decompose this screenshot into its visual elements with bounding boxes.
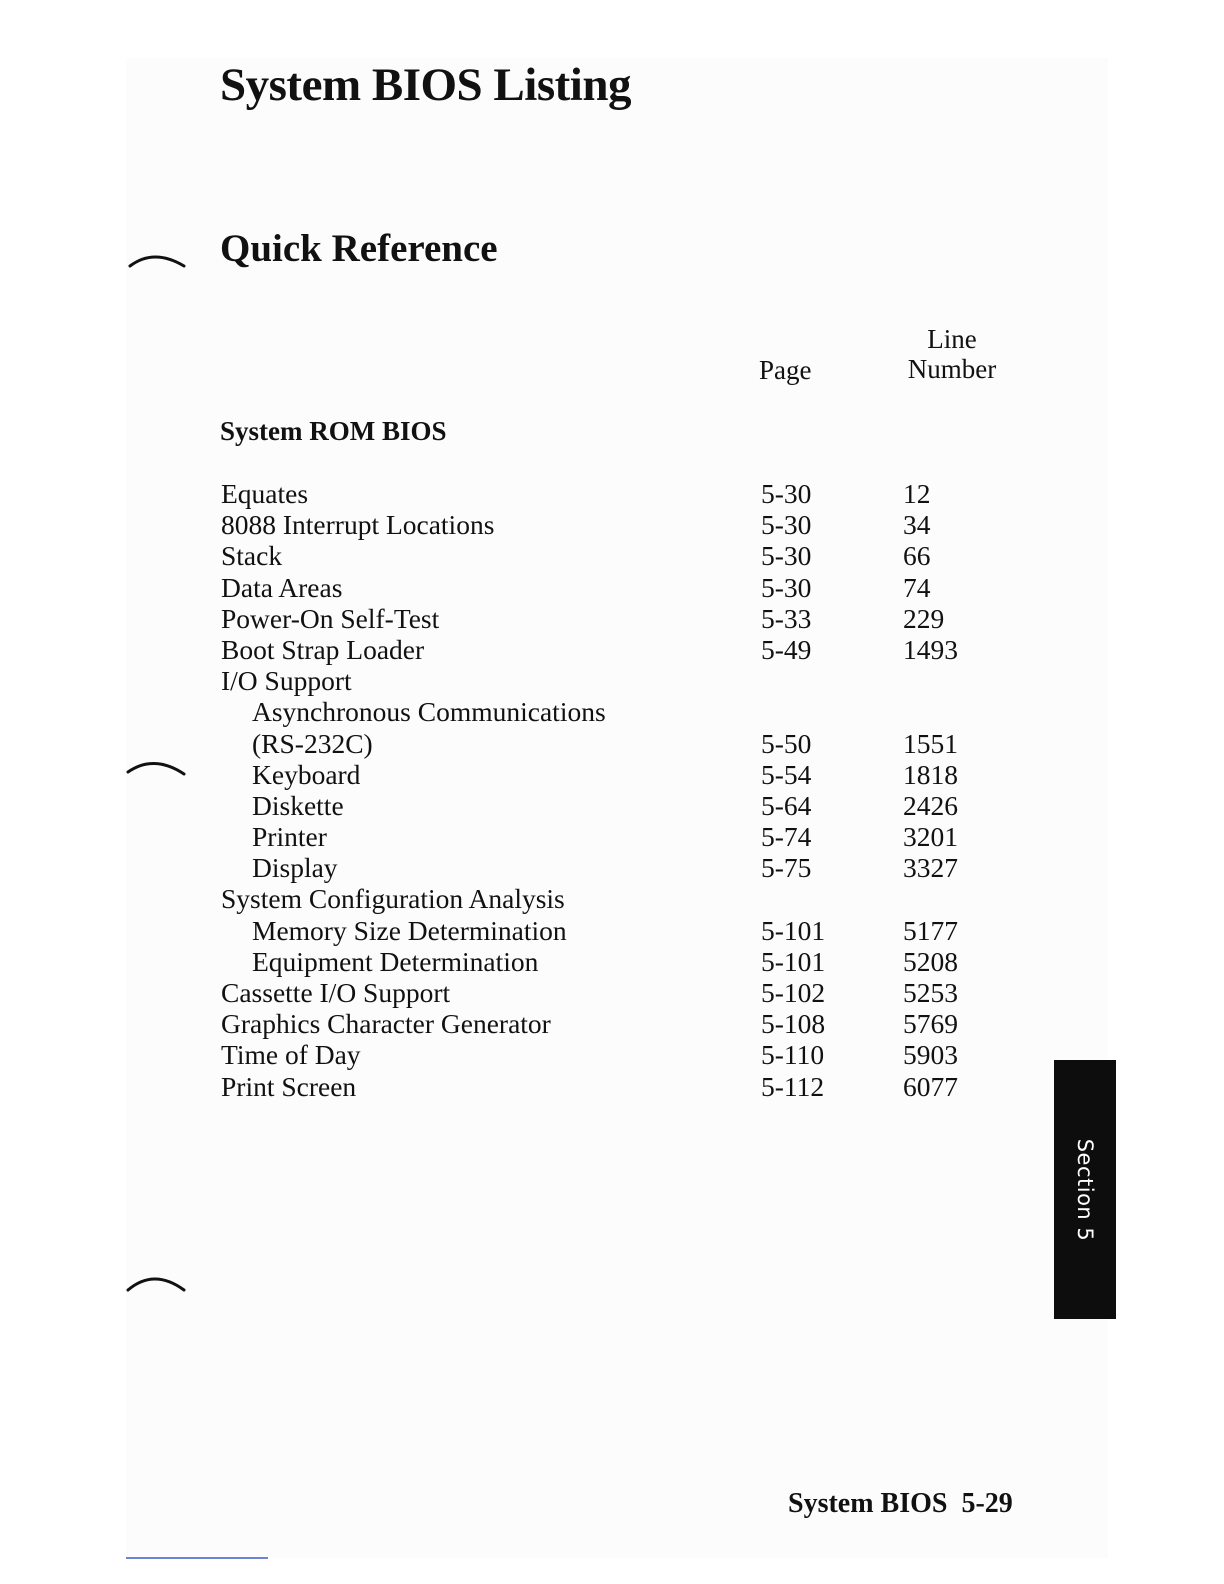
section-tab (1054, 1060, 1116, 1319)
column-header-page: Page (759, 355, 812, 385)
table-row (0, 977, 1100, 1008)
entry-label: System Configuration Analysis (221, 883, 565, 915)
entry-line-number: 6077 (903, 1070, 958, 1102)
page-title: System BIOS Listing (220, 59, 631, 111)
entry-label: Cassette I/O Support (221, 977, 451, 1008)
section-heading: System ROM BIOS (220, 416, 447, 446)
table-row (0, 915, 1100, 946)
entry-label: Boot Strap Loader (221, 633, 425, 665)
column-header-line-number (903, 324, 1001, 384)
table-row (0, 696, 1100, 727)
entry-line-number: 5769 (903, 1008, 958, 1040)
entry-label: Keyboard (252, 758, 361, 790)
entry-label: Equates (221, 478, 309, 509)
entry-line-number: 5177 (903, 914, 958, 946)
entry-label: Stack (221, 540, 283, 572)
entry-page: 5-110 (761, 1039, 825, 1071)
entry-label: Display (252, 852, 338, 884)
entry-page: 5-30 (761, 571, 812, 603)
entry-label: Memory Size Determination (252, 914, 567, 946)
entry-page: 5-64 (761, 789, 812, 821)
entry-label: Asynchronous Communications (252, 696, 606, 728)
entry-page: 5-74 (761, 821, 812, 853)
entry-line-number: 1818 (903, 758, 958, 790)
entry-label: Print Screen (221, 1070, 357, 1102)
table-row (0, 790, 1100, 821)
entry-line-number: 229 (903, 602, 945, 634)
entry-label: (RS-232C) (252, 727, 373, 759)
entry-line-number: 66 (903, 540, 931, 572)
table-row (0, 1039, 1100, 1070)
table-row (0, 540, 1100, 571)
entry-label: Diskette (252, 789, 344, 821)
table-row (0, 478, 1100, 509)
page-footer (788, 1488, 1013, 1520)
entry-line-number: 12 (903, 478, 931, 509)
table-row (0, 634, 1100, 665)
entry-label: Time of Day (221, 1039, 361, 1071)
entry-page: 5-54 (761, 758, 812, 790)
entry-page: 5-108 (761, 1008, 826, 1040)
column-header-number: Number (907, 354, 997, 384)
entry-page: 5-33 (761, 602, 812, 634)
entry-page: 5-75 (761, 852, 812, 884)
entry-page: 5-112 (761, 1070, 825, 1102)
table-row (0, 509, 1100, 540)
column-header-line: Line (927, 324, 977, 354)
entry-line-number: 1551 (903, 727, 958, 759)
entry-line-number: 3201 (903, 821, 958, 853)
table-row (0, 572, 1100, 603)
entry-page: 5-49 (761, 633, 812, 665)
entry-label: 8088 Interrupt Locations (221, 509, 495, 541)
entry-label: I/O Support (221, 665, 352, 697)
binder-hole-mark-icon (126, 1266, 186, 1294)
table-row (0, 1071, 1100, 1102)
entry-page: 5-30 (761, 478, 812, 509)
table-row (0, 946, 1100, 977)
binder-hole-mark-icon (126, 752, 186, 778)
table-row (0, 603, 1100, 634)
entry-page: 5-101 (761, 914, 826, 946)
section-subtitle: Quick Reference (220, 227, 498, 270)
entry-page: 5-102 (761, 977, 826, 1008)
table-row (0, 1008, 1100, 1039)
entry-page: 5-50 (761, 727, 812, 759)
footer-rule (126, 1557, 268, 1559)
footer-label: System BIOS (788, 1488, 948, 1519)
footer-page-number: 5-29 (961, 1488, 1013, 1519)
entry-line-number: 5903 (903, 1039, 958, 1071)
entry-page: 5-30 (761, 540, 812, 572)
entry-label: Data Areas (221, 571, 343, 603)
entry-page: 5-30 (761, 509, 812, 541)
entry-page: 5-101 (761, 945, 826, 977)
entry-label: Printer (252, 821, 327, 853)
entry-label: Power-On Self-Test (221, 602, 440, 634)
entry-line-number: 2426 (903, 789, 958, 821)
table-row (0, 821, 1100, 852)
table-row (0, 665, 1100, 696)
entry-line-number: 34 (903, 509, 931, 541)
table-row (0, 852, 1100, 883)
entry-label: Graphics Character Generator (221, 1008, 551, 1040)
reference-table (0, 478, 1100, 1102)
section-tab-label: Section 5 (1073, 1138, 1097, 1241)
entry-line-number: 3327 (903, 852, 958, 884)
entry-line-number: 74 (903, 571, 931, 603)
entry-label: Equipment Determination (252, 945, 539, 977)
table-row (0, 883, 1100, 914)
entry-line-number: 5253 (903, 977, 958, 1008)
entry-line-number: 1493 (903, 633, 958, 665)
binder-hole-mark-icon (128, 246, 186, 270)
entry-line-number: 5208 (903, 945, 958, 977)
